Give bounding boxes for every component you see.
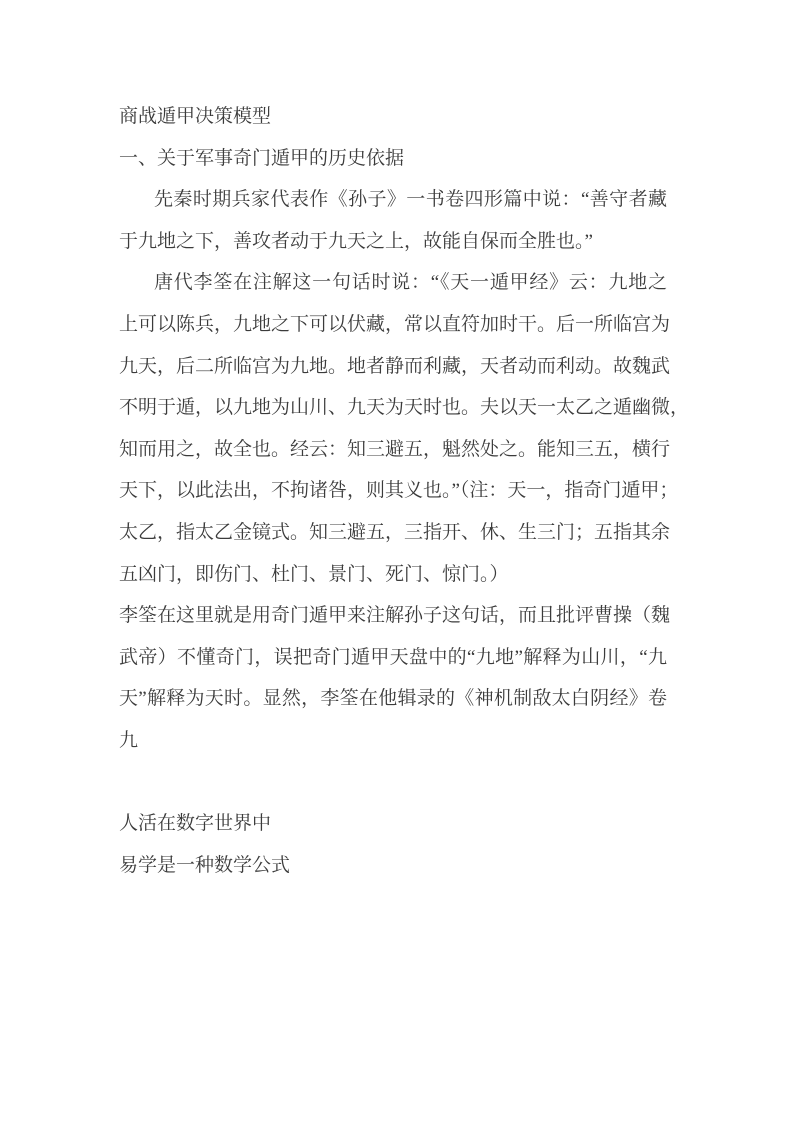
section-heading-line: 一、关于军事奇门遁甲的历史依据 (119, 147, 405, 169)
text-line: 于九地之下，善攻者动于九天之上，故能自保而全胜也。” (119, 230, 593, 252)
text-line: 九 (119, 729, 139, 751)
text-line: 易学是一种数学公式 (119, 854, 291, 876)
text-line: 天下，以此法出，不拘诸咎，则其义也。”（注：天一，指奇门遁甲； (119, 480, 679, 502)
text-line: 太乙，指太乙金镜式。知三避五，三指开、休、生三门；五指其余 (119, 521, 671, 543)
page-title-line: 商战遁甲决策模型 (119, 106, 272, 127)
text-line: 先秦时期兵家代表作《孙子》一书卷四形篇中说：“善守者藏 (154, 189, 667, 211)
text-line: 不明于遁，以九地为山川、九天为天时也。夫以天一太乙之遁幽微， (119, 397, 690, 419)
text-line: 五凶门，即伤门、杜门、景门、死门、惊门。） (119, 563, 509, 585)
text-line: 李筌在这里就是用奇门遁甲来注解孙子这句话，而且批评曹操（魏 (119, 605, 671, 627)
text-line: 人活在数字世界中 (119, 813, 272, 835)
text-line: 武帝）不懂奇门，误把奇门遁甲天盘中的“九地”解释为山川，“九 (119, 646, 667, 668)
blank-line (119, 762, 667, 804)
text-line: 知而用之，故全也。经云：知三避五，魁然处之。能知三五，横行 (119, 438, 671, 460)
text-line: 上可以陈兵，九地之下可以伏藏，常以直符加时干。后一所临宫为 (119, 313, 671, 335)
document-text-block (119, 96, 690, 886)
text-line: 唐代李筌在注解这一句话时说：“《天一遁甲经》云：九地之 (154, 272, 667, 294)
text-line: 九天，后二所临宫为九地。地者静而利藏，天者动而利动。故魏武 (119, 355, 671, 377)
text-line: 天”解释为天时。显然，李筌在他辑录的《神机制敌太白阴经》卷 (119, 688, 667, 710)
